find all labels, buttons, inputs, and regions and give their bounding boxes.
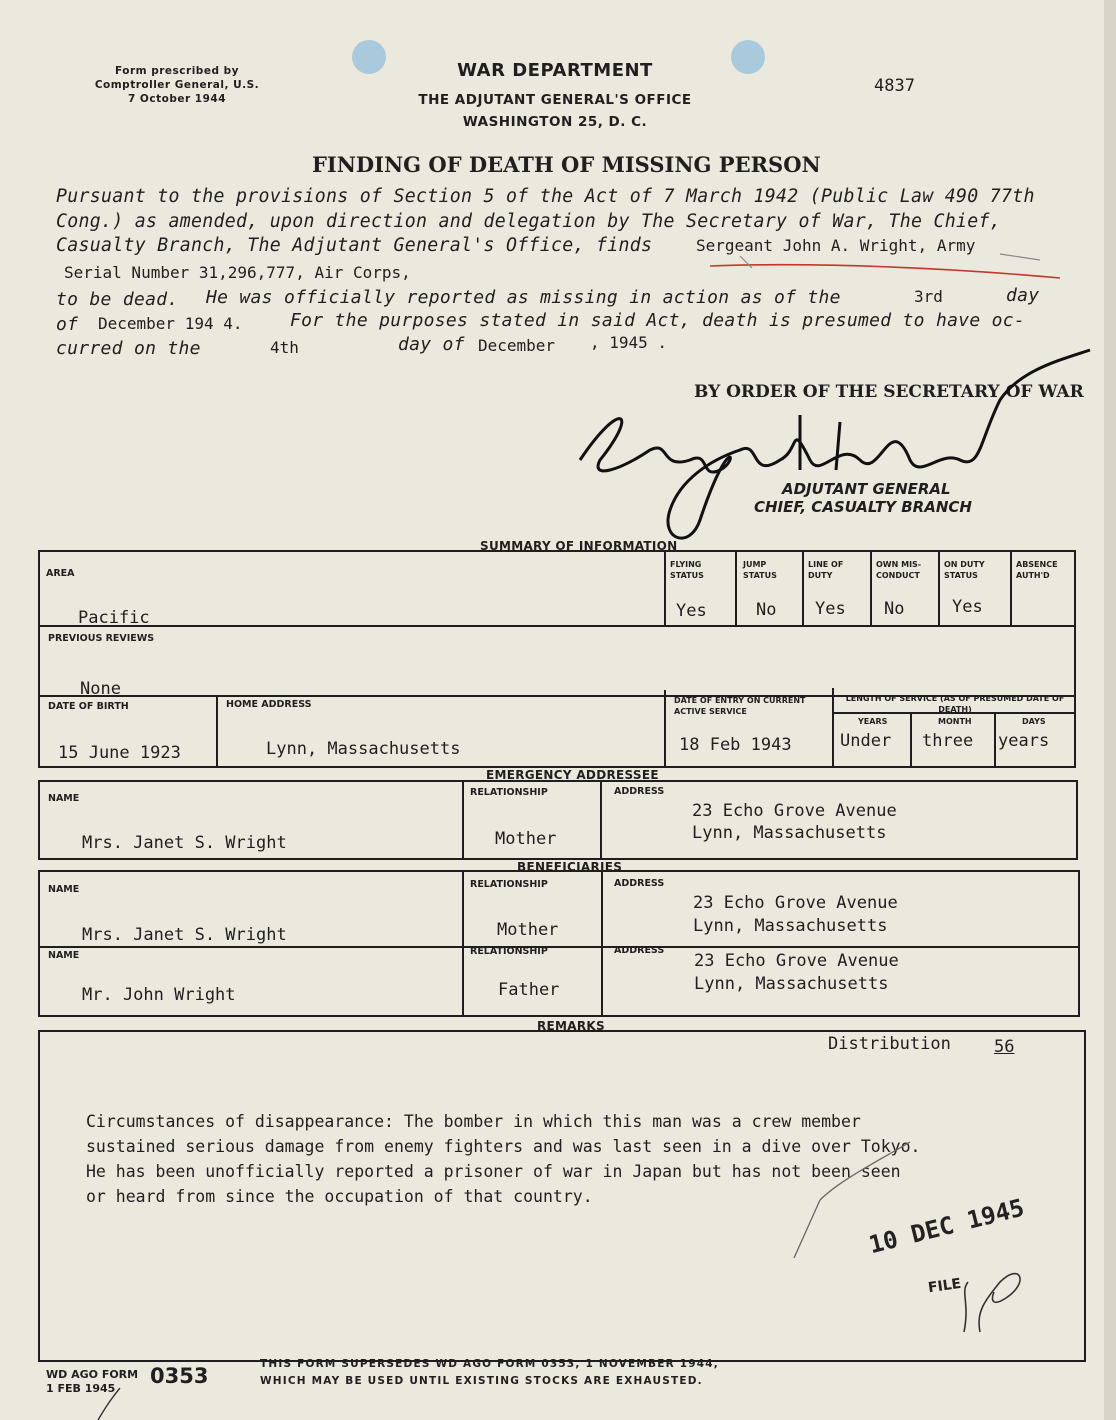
- footer-form-number: 0353: [150, 1364, 209, 1388]
- summary-box: [38, 550, 1076, 768]
- absence-label: ABSENCE AUTH'D: [1016, 560, 1058, 580]
- beneficiary-address-line2: Lynn, Massachusetts: [693, 916, 888, 936]
- home-address-label: HOME ADDRESS: [226, 699, 312, 710]
- to-be-dead-text: to be dead.: [56, 289, 179, 310]
- signer-title-1: ADJUTANT GENERAL: [782, 480, 951, 498]
- occurred-text: curred on the: [56, 338, 201, 359]
- days-value: years: [998, 731, 1050, 751]
- presumed-day: 4th: [270, 338, 299, 357]
- of-word: of: [56, 314, 79, 335]
- presumed-month: December: [478, 336, 556, 355]
- file-stamp: FILE: [927, 1275, 963, 1297]
- preamble-line-1: Pursuant to the provisions of Section 5 of the Act of 7 March 1942 (Public Law 490 77th: [56, 186, 1035, 207]
- days-label: DAYS: [1022, 717, 1046, 726]
- office-name: THE ADJUTANT GENERAL'S OFFICE: [418, 92, 692, 108]
- remarks-line-3: He has been unofficially reported a prisoner of war in Japan but has not been seen: [86, 1162, 901, 1181]
- emergency-relationship-label: RELATIONSHIP: [470, 787, 548, 798]
- area-value: Pacific: [78, 608, 150, 628]
- misconduct-value: No: [884, 599, 905, 619]
- divider: [462, 780, 464, 860]
- month-label: MONTH: [938, 717, 972, 726]
- preamble-line-3: Casualty Branch, The Adjutant General's Office, finds: [56, 235, 653, 256]
- beneficiary-name-label: NAME: [48, 884, 80, 895]
- summary-heading: SUMMARY OF INFORMATION: [480, 539, 678, 553]
- remarks-line-4: or heard from since the occupation of that country.: [86, 1187, 593, 1206]
- flying-status-value: Yes: [676, 601, 707, 621]
- distribution-label: Distribution: [828, 1034, 951, 1054]
- beneficiary-relationship-label: RELATIONSHIP: [470, 946, 548, 957]
- line-of-duty-label: LINE OF DUTY: [808, 560, 844, 580]
- beneficiary-address-line1: 23 Echo Grove Avenue: [693, 893, 898, 913]
- length-of-service-label: LENGTH OF SERVICE (AS OF PRESUMED DATE OF DEATH): [845, 694, 1065, 714]
- previous-reviews-value: None: [80, 679, 121, 699]
- on-duty-value: Yes: [952, 597, 983, 617]
- beneficiary-relationship: Mother: [497, 920, 559, 940]
- month-value: three: [922, 731, 974, 751]
- divider: [938, 550, 940, 627]
- subject-name: Sergeant John A. Wright, Army: [696, 236, 976, 255]
- divider: [38, 625, 1076, 627]
- home-address-value: Lynn, Massachusetts: [266, 739, 461, 759]
- form-number-top: 4837: [874, 76, 915, 96]
- divider: [216, 695, 218, 768]
- beneficiary-address-label: ADDRESS: [614, 878, 665, 889]
- divider: [462, 870, 464, 1017]
- form-prescribed-note: Form prescribed by Comptroller General, U.S. 7 October 1944: [94, 65, 260, 105]
- beneficiary-relationship: Father: [498, 980, 560, 1000]
- distribution-value: 56: [994, 1037, 1015, 1057]
- order-text: BY ORDER OF THE SECRETARY OF WAR: [694, 382, 1084, 402]
- divider: [601, 870, 603, 1017]
- red-pencil-mark: [700, 248, 1070, 284]
- jump-status-value: No: [756, 600, 777, 620]
- footer-form-id-1: WD AGO FORM: [46, 1368, 139, 1381]
- divider: [802, 550, 804, 627]
- divider: [664, 550, 666, 627]
- footer-pencil-mark: [90, 1386, 130, 1420]
- footer-supersedes-1: THIS FORM SUPERSEDES WD AGO FORM 0353, 1 NOVEMBER 1944,: [260, 1358, 719, 1370]
- misconduct-label: OWN MIS-CONDUCT: [876, 560, 922, 580]
- years-label: YEARS: [858, 717, 888, 726]
- page-edge: [1104, 0, 1116, 1420]
- entry-date-label: DATE OF ENTRY ON CURRENT ACTIVE SERVICE: [674, 696, 806, 716]
- beneficiary-address-line1: 23 Echo Grove Avenue: [694, 951, 899, 971]
- beneficiaries-heading: BENEFICIARIES: [517, 860, 623, 874]
- divider: [910, 712, 912, 768]
- presumed-year: , 1945 .: [590, 333, 668, 352]
- area-label: AREA: [46, 568, 75, 579]
- divider: [994, 712, 996, 768]
- beneficiary-relationship-label: RELATIONSHIP: [470, 879, 548, 890]
- flying-status-label: FLYING STATUS: [670, 560, 704, 580]
- received-date-stamp: 10 DEC 1945: [866, 1193, 1028, 1260]
- emergency-name-value: Mrs. Janet S. Wright: [82, 833, 287, 853]
- divider: [735, 550, 737, 627]
- beneficiary-name: Mr. John Wright: [82, 985, 236, 1005]
- divider: [870, 550, 872, 627]
- divider: [1010, 550, 1012, 627]
- remarks-line-1: Circumstances of disappearance: The bomber in which this man was a crew member: [86, 1112, 861, 1131]
- divider: [600, 780, 602, 860]
- years-value: Under: [840, 731, 892, 751]
- beneficiary-address-line2: Lynn, Massachusetts: [694, 974, 889, 994]
- emergency-name-label: NAME: [48, 793, 80, 804]
- subject-serial: Serial Number 31,296,777, Air Corps,: [64, 263, 411, 282]
- signer-title-2: CHIEF, CASUALTY BRANCH: [754, 498, 972, 516]
- reported-month-year: December 194 4.: [98, 314, 243, 333]
- day-of-text: day of: [398, 334, 465, 355]
- entry-date-value: 18 Feb 1943: [679, 735, 792, 755]
- preamble-line-2: Cong.) as amended, upon direction and delegation by The Secretary of War, The Chief,: [56, 211, 1001, 232]
- day-word: day: [1006, 285, 1040, 306]
- beneficiary-address-label: ADDRESS: [614, 945, 665, 956]
- reported-missing-text: He was officially reported as missing in action as of the: [206, 287, 841, 308]
- page-title: FINDING OF DEATH OF MISSING PERSON: [312, 152, 821, 177]
- dob-label: DATE OF BIRTH: [48, 701, 129, 712]
- initials-mark: [950, 1262, 1030, 1342]
- footer-form-id-2: 1 FEB 1945: [46, 1382, 116, 1395]
- line-of-duty-value: Yes: [815, 599, 846, 619]
- reported-day: 3rd: [914, 287, 943, 306]
- divider: [664, 690, 666, 768]
- purposes-text: For the purposes stated in said Act, death is presumed to have oc-: [290, 310, 1026, 331]
- signature-graphic: [560, 340, 1100, 570]
- emergency-address-line2: Lynn, Massachusetts: [692, 823, 887, 843]
- office-location: WASHINGTON 25, D. C.: [462, 114, 648, 130]
- beneficiary-name-label: NAME: [48, 950, 80, 961]
- divider: [832, 688, 834, 768]
- previous-reviews-label: PREVIOUS REVIEWS: [48, 633, 155, 644]
- divider: [38, 946, 1080, 948]
- jump-status-label: JUMP STATUS: [743, 560, 777, 580]
- emergency-address-line1: 23 Echo Grove Avenue: [692, 801, 897, 821]
- beneficiary-name: Mrs. Janet S. Wright: [82, 925, 287, 945]
- footer-supersedes-2: WHICH MAY BE USED UNTIL EXISTING STOCKS ARE EXHAUSTED.: [260, 1375, 703, 1387]
- on-duty-label: ON DUTY STATUS: [944, 560, 985, 580]
- remarks-line-2: sustained serious damage from enemy fighters and was last seen in a dive over Tokyo.: [86, 1137, 921, 1156]
- emergency-heading: EMERGENCY ADDRESSEE: [486, 768, 659, 782]
- department-name: WAR DEPARTMENT: [457, 60, 653, 81]
- remarks-heading: REMARKS: [537, 1019, 605, 1033]
- emergency-relationship-value: Mother: [495, 829, 557, 849]
- dob-value: 15 June 1923: [58, 743, 181, 763]
- emergency-address-label: ADDRESS: [614, 786, 665, 797]
